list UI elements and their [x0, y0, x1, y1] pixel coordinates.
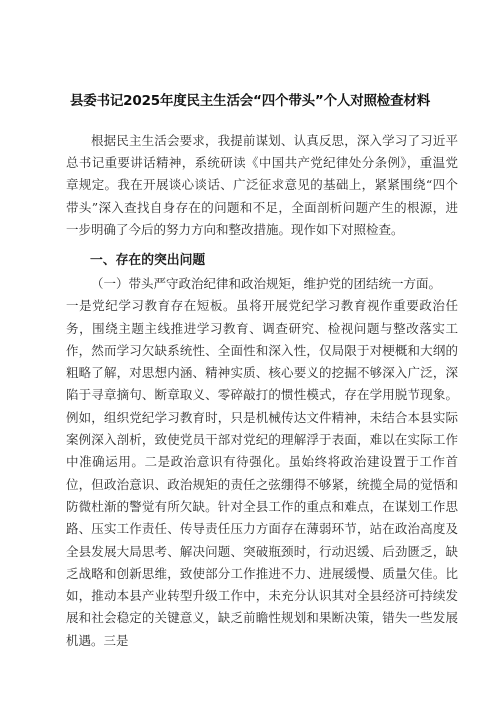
- intro-paragraph: 根据民主生活会要求，我提前谋划、认真反思，深入学习了习近平总书记重要讲话精神，系统研读《中国共产党纪律处分条例》，重温党章规定。我在开展谈心谈话、广泛征求意见的基础上，紧紧围绕“四个带头”深入查找自身存在的问题和不足，全面剖析问题产生的根源，进一步明确了今后的努力方向和整改措施。现作如下对照检查。: [66, 133, 458, 237]
- subsection-heading: （一）带头严守政治纪律和政治规矩，维护党的团结统一方面。: [91, 276, 442, 291]
- section-heading: 一、存在的突出问题: [90, 253, 206, 268]
- section-body: [66, 273, 458, 652]
- subsection-paragraph: 一是党纪学习教育存在短板。虽将开展党纪学习教育视作重要政治任务，围绕主题主线推进学习教育、调查研究、检视问题与整改落实工作，然而学习欠缺系统性、全面性和深入性，仅局限于对梗概和大纲的粗略了解，对思想内涵、精神实质、核心要义的挖掘不够深入广泛，深陷于寻章摘句、断章取义、零碎敲打的惯性模式，存在学用脱节现象。例如，组织党纪学习教育时，只是机械传达文件精神，未结合本县实际案例深入剖析，致使党员干部对党纪的理解浮于表面，难以在实际工作中准确运用。二是政治意识有待强化。虽始终将政治建设置于工作首位，但政治意识、政治规矩的责任之弦绷得不够紧，统揽全局的觉悟和防微杜渐的警觉有所欠缺。针对全县工作的重点和难点，在谋划工作思路、压实工作责任、传导责任压力方面存在薄弱环节，站在政治高度及全县发展大局思考、解决问题、突破瓶颈时，行动迟缓、后劲匮乏，缺乏战略和创新思维，致使部分工作推进不力、进展缓慢、质量欠佳。比如，推动本县产业转型升级工作中，未充分认识其对全县经济可持续发展和社会稳定的关键意义，缺乏前瞻性规划和果断决策，错失一些发展机遇。三是: [66, 298, 458, 648]
- document-title: 县委书记2025年度民主生活会“四个带头”个人对照检查材料: [69, 93, 431, 109]
